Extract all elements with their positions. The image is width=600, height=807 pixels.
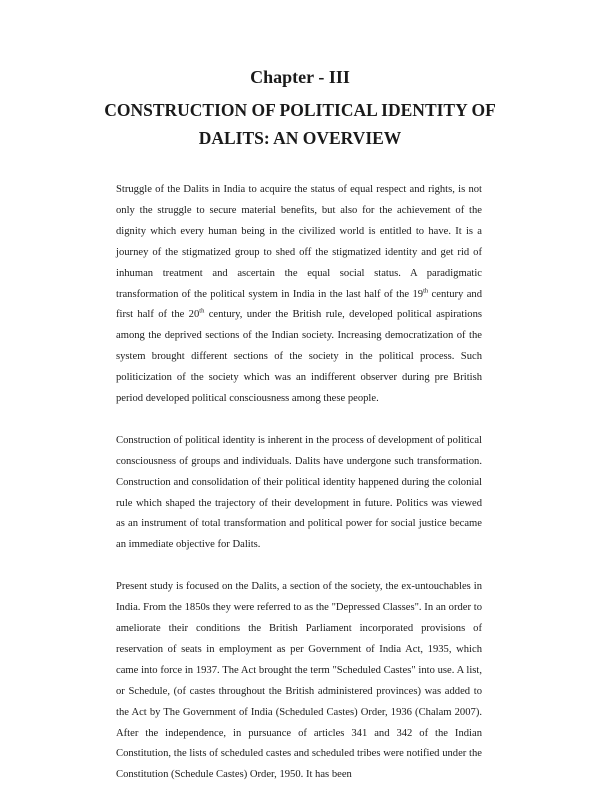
chapter-label: Chapter - III — [250, 67, 350, 87]
superscript-th-1: th — [423, 287, 429, 294]
body-text — [116, 180, 482, 807]
chapter-title-line-1: CONSTRUCTION OF POLITICAL IDENTITY OF — [104, 100, 496, 120]
paragraph-1 — [116, 180, 482, 410]
chapter-title-line-2: DALITS: AN OVERVIEW — [198, 128, 402, 148]
paragraph-1-part-a: Struggle of the Dalits in India to acquire the status of equal respect and rights, is not only the struggle to secure material benefits, but also for the achievement of the dignity which every human being in the civilized world is entitled to have. It is a journey of the stigmatized group to shed off the stigmatized identity and get rid of inhuman treatment and ascertain the equal social status. A paradigmatic transformation of the political system in India in the last half of the 19 — [116, 184, 482, 300]
paragraph-1-part-b: century and first half of the 20 — [116, 288, 483, 321]
paragraph-2: Construction of political identity is inherent in the process of development of political consciousness of groups and individuals. Dalits have undergone such transformation. Construction and consolidation of their political identity happened during the colonial rule which shaped the trajectory of their development in future. Politics was viewed as an instrument of total transformation and political power for social justice became an immediate objective for Dalits. — [116, 434, 482, 551]
paragraph-1-part-c: century, under the British rule, developed political aspirations among the deprived sections of the Indian society. Increasing democratization of the system brought different sections of the society in the political process. Such politicization of the society which was an indifferent observer during pre British period developed political consciousness among these people. — [116, 309, 482, 405]
superscript-th-2: th — [199, 307, 205, 315]
paragraph-3: Present study is focused on the Dalits, a section of the society, the ex-untouchables in India. From the 1850s they were referred to as the "Depressed Classes". In an order to ameliorate their conditions the British Parliament incorporated provisions of reservation of seats in employment as per Government of India Act, 1935, which came into force in 1937. The Act brought the term "Scheduled Castes" into use. A list, or Schedule, (of castes throughout the British administered provinces) was added to the Act by The Government of India (Scheduled Castes) Order, 1936 (Chalam 2007). After the independence, in pursuance of articles 341 and 342 of the Indian Constitution, the lists of scheduled castes and scheduled tribes were notified under the Constitution (Schedule Castes) Order, 1950. It has been — [116, 581, 482, 781]
chapter-title — [0, 96, 600, 152]
